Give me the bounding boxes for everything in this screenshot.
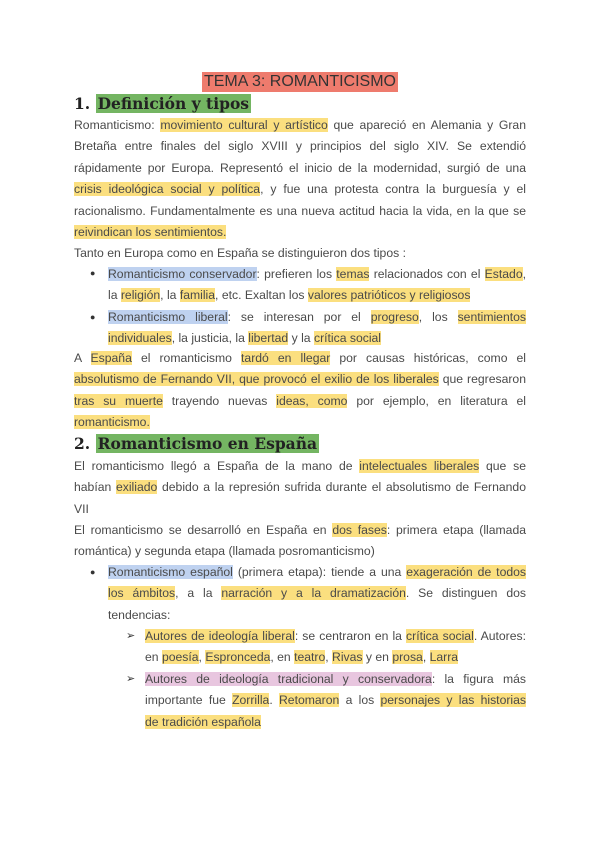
arrowhead-icon: ➢ <box>126 630 136 642</box>
text-line <box>145 690 526 711</box>
text-line: VII <box>74 501 89 516</box>
highlight: familia <box>179 288 216 303</box>
highlight: teatro <box>294 650 326 665</box>
text-run: , la justicia, la <box>171 331 249 346</box>
highlight: Zorrilla <box>232 693 270 708</box>
text-line <box>74 520 526 541</box>
highlight: prosa <box>392 650 423 665</box>
text-run: : prefieren los <box>256 267 337 281</box>
highlight: narración y a la dramatización <box>221 586 406 601</box>
text-line <box>108 562 526 583</box>
text-line <box>145 626 526 647</box>
text-run: y en <box>362 650 393 665</box>
text-run: A <box>74 351 91 365</box>
highlight: religión <box>120 288 161 303</box>
text-run: , en <box>270 650 295 665</box>
bullet-conservador <box>108 264 526 307</box>
text-run: : se interesan por el <box>227 310 371 324</box>
highlight: valores patrióticos y religiosos <box>307 288 471 303</box>
text-run: que se <box>479 459 526 473</box>
highlight: progreso <box>370 310 419 324</box>
text-run: debido a la represión sufrida durante el absolutismo de Fernando <box>157 480 526 495</box>
section-number: 2. <box>74 434 91 453</box>
text-line <box>108 307 526 328</box>
highlight: Retomaron <box>279 693 340 708</box>
highlight: Romanticismo español <box>108 565 233 579</box>
highlight: poesía <box>161 650 199 665</box>
paragraph-llegada <box>74 456 526 520</box>
text-run: importante fue <box>145 693 233 708</box>
highlight: dos fases <box>332 523 387 537</box>
text-line <box>145 647 526 668</box>
highlight: de tradición española <box>145 714 261 729</box>
highlight: los ámbitos <box>108 586 176 601</box>
text-run: , <box>522 267 526 281</box>
text-line: romántica) y segunda etapa (llamada posromanticismo) <box>74 544 375 559</box>
bullet-liberal <box>108 307 526 350</box>
text-run: el romanticismo <box>131 351 242 365</box>
section-heading-1 <box>74 94 251 114</box>
highlight: tardó en llegar <box>241 351 331 365</box>
text-line: racionalismo. Fundamentalmente es una nueva actitud hacia la vida, en la que se <box>74 203 526 218</box>
text-line <box>74 369 526 390</box>
text-run: por causas históricas, como el <box>330 351 527 365</box>
highlight: crítica social <box>406 629 474 643</box>
sub-bullet-liberal <box>145 626 526 669</box>
text-line <box>74 477 526 498</box>
text-run: : la figura más <box>431 672 526 686</box>
paragraph-espana <box>74 348 526 434</box>
text-run: El romanticismo se desarrolló en España en <box>74 523 333 537</box>
highlight: individuales <box>108 331 172 346</box>
highlight: absolutismo de Fernando VII, que provocó el exilio de los liberales <box>74 372 439 387</box>
text-run: y la <box>288 331 314 346</box>
highlight: Rivas <box>332 650 363 665</box>
highlight: Autores de ideología tradicional y conservadora <box>145 672 432 686</box>
text-run: . <box>269 693 279 708</box>
text-run: que regresaron <box>438 372 526 387</box>
bullet-romanticismo-espanol <box>108 562 526 626</box>
text-run: en <box>145 650 162 665</box>
text-run: : primera etapa (llamada <box>386 523 527 537</box>
text-run: , etc. Exaltan los <box>215 288 308 303</box>
text-run: , <box>198 650 206 665</box>
highlight: personajes y las historias <box>380 693 526 708</box>
highlight: exiliado <box>115 480 158 495</box>
bullet-icon: ● <box>90 567 96 577</box>
text-run: , <box>422 650 430 665</box>
text-run: . Se distinguen dos <box>405 586 526 601</box>
section-number: 1. <box>74 94 91 113</box>
paragraph-types-intro: Tanto en Europa como en España se distinguieron dos tipos : <box>74 246 406 260</box>
highlight: libertad <box>248 331 289 346</box>
bullet-icon: ● <box>90 268 96 278</box>
text-line <box>108 328 526 349</box>
text-line <box>74 222 526 243</box>
highlight: intelectuales liberales <box>359 459 480 473</box>
text-run: . Autores: <box>473 629 527 643</box>
text-line <box>74 115 526 136</box>
highlight: Romanticismo conservador <box>108 267 257 281</box>
highlight: movimiento cultural y artístico <box>160 118 328 132</box>
section-heading-2 <box>74 434 319 454</box>
highlight: Estado <box>484 267 523 281</box>
title-wrap <box>0 72 600 92</box>
text-run: a los <box>339 693 381 708</box>
page-title: TEMA 3: ROMANTICISMO <box>203 73 396 90</box>
text-line <box>74 412 526 433</box>
highlight: Larra <box>429 650 459 665</box>
text-line <box>145 712 526 733</box>
section-title: Romanticismo en España <box>97 434 318 453</box>
text-line <box>108 583 526 604</box>
text-run: la <box>108 288 121 303</box>
section-title: Definición y tipos <box>97 94 250 113</box>
text-run: , <box>325 650 333 665</box>
text-line <box>74 391 526 412</box>
text-line <box>145 669 526 690</box>
text-run: relacionados con el <box>369 267 485 281</box>
highlight: romanticismo. <box>74 415 150 430</box>
text-line: rápidamente por Europa. Representó el inicio de la modernidad, surgió de una <box>74 160 526 175</box>
text-run: , la <box>160 288 180 303</box>
text-run: , a la <box>175 586 222 601</box>
highlight: Espronceda <box>205 650 271 665</box>
highlight: España <box>90 351 132 365</box>
text-run: : se centraron en la <box>294 629 407 643</box>
highlight: ideas, como <box>276 393 348 408</box>
text-line: tendencias: <box>108 607 171 622</box>
text-run: trayendo nuevas <box>162 393 277 408</box>
text-run: , y fue una protesta contra la burguesía y el <box>260 182 526 197</box>
text-run: por ejemplo, en literatura el <box>347 393 526 408</box>
text-line: Bretaña entre finales del siglo XVIII y principios del siglo XIV. Se extendió <box>74 139 526 154</box>
text-run: , los <box>418 310 458 324</box>
text-run: Romanticismo: <box>74 118 161 132</box>
text-run: (primera etapa): tiende a una <box>232 565 407 579</box>
paragraph-fases <box>74 520 526 563</box>
highlight: temas <box>336 267 370 281</box>
text-line <box>74 348 526 369</box>
text-line <box>108 285 526 306</box>
highlight: sentimientos <box>457 310 526 324</box>
text-line <box>74 456 526 477</box>
highlight: Autores de ideología liberal <box>145 629 295 643</box>
highlight: Romanticismo liberal <box>108 310 228 324</box>
text-line <box>74 179 526 200</box>
text-run: que apareció en Alemania y Gran <box>327 118 526 132</box>
text-line <box>108 264 526 285</box>
highlight: crítica social <box>313 331 382 346</box>
text-run: habían <box>74 480 116 495</box>
highlight: crisis ideológica social y política <box>74 182 261 197</box>
bullet-icon: ● <box>90 312 96 322</box>
highlight: tras su muerte <box>74 393 163 408</box>
paragraph-definition <box>74 115 526 243</box>
highlight: reivindican los sentimientos. <box>74 225 227 240</box>
highlight: exageración de todos <box>406 565 526 579</box>
text-run: El romanticismo llegó a España de la mano de <box>74 459 360 473</box>
sub-bullet-conservadora <box>145 669 526 733</box>
arrowhead-icon: ➢ <box>126 673 136 685</box>
